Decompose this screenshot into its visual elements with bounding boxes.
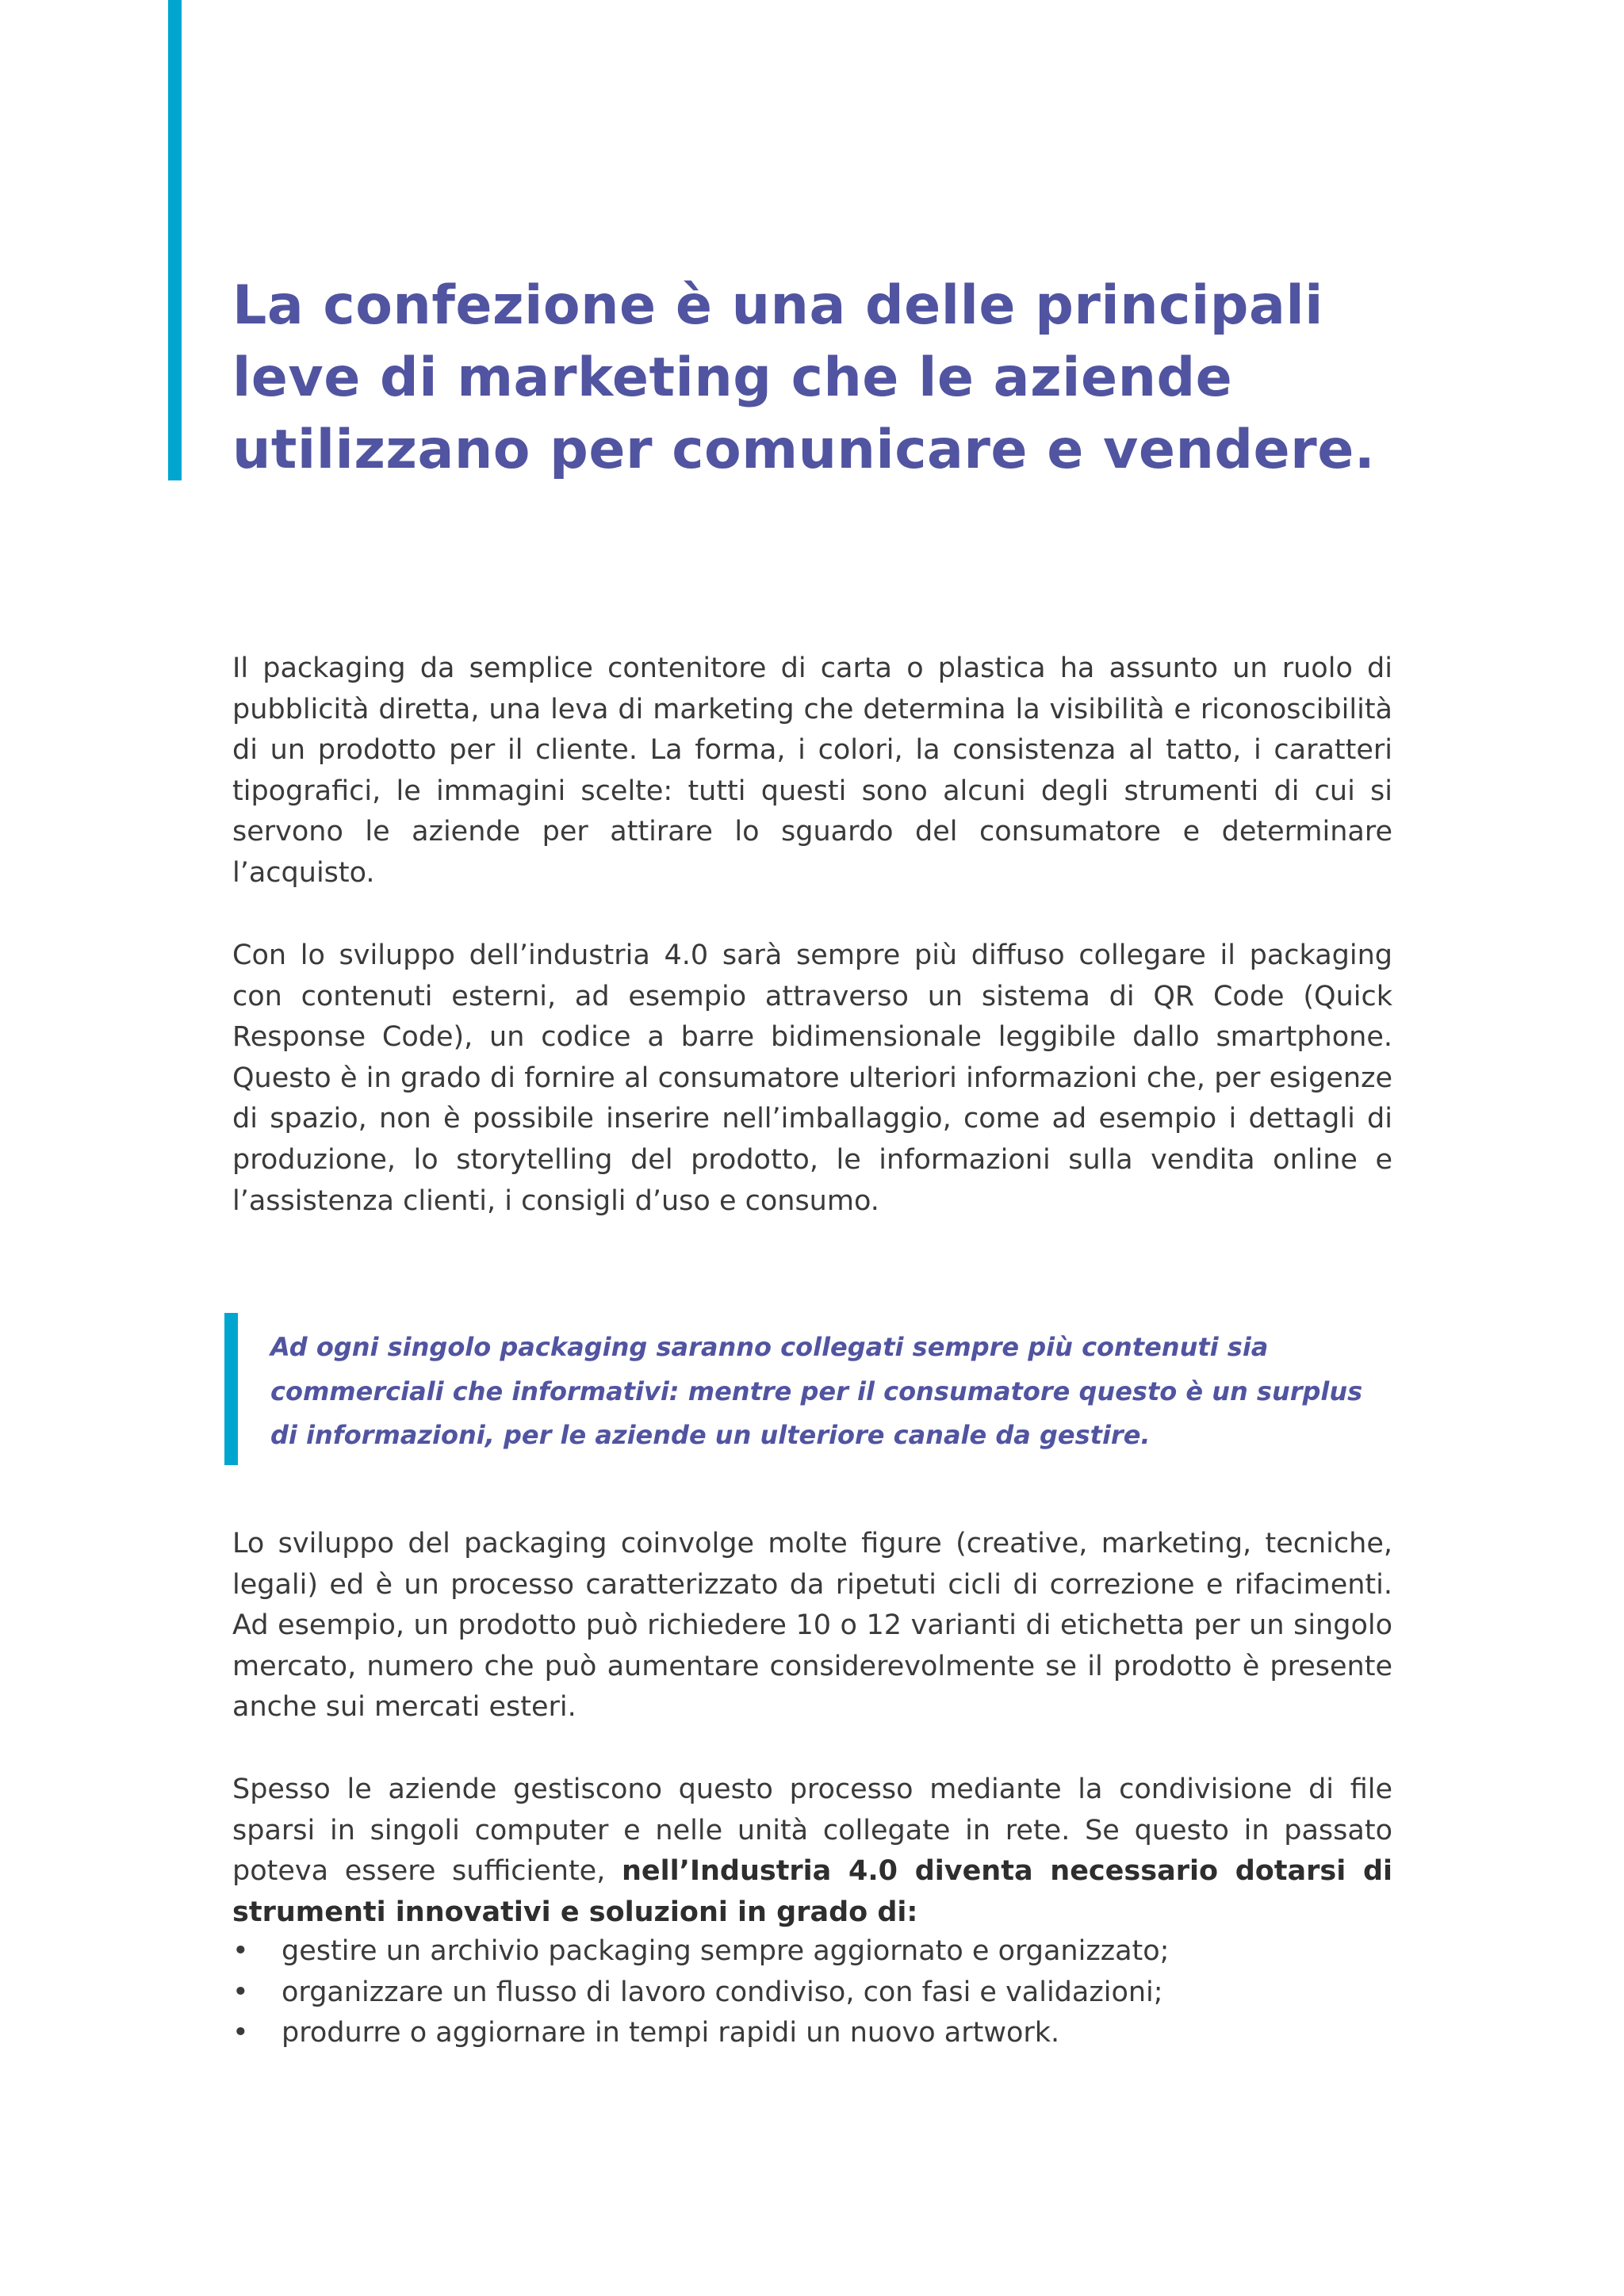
paragraph-industry-4-0: Con lo sviluppo dell’industria 4.0 sarà sempre più diffuso collegare il packaging con contenuti esterni, ad esempio attraverso un sistema di QR Code (Quick Response Code), un codice a barre bidimensionale leggibile dallo smartphone. Questo è in grado di fornire al consumatore ulteriori informazioni che, per esigenze di spazio, non è possibile inserire nell’imballaggio, come ad esempio i dettagli di produzione, lo storytelling del prodotto, le informazioni sulla vendita online e l’assistenza clienti, i consigli d’uso e consumo. (232, 939, 1392, 1217)
pull-quote: Ad ogni singolo packaging saranno collegati sempre più contenuti sia commerciali che informativi: mentre per il consumatore questo è un surplus di informazioni, per le aziende un ulteriore canale da gestire. (270, 1332, 1363, 1450)
paragraph-packaging-development: Lo sviluppo del packaging coinvolge molte figure (creative, marketing, tecniche, legali) ed è un processo caratterizzato da ripetuti cicli di correzione e rifacimenti. Ad esempio, un prodotto può richiedere 10 o 12 varianti di etichetta per un singolo mercato, numero che può aumentare considerevolmente se il prodotto è presente anche sui mercati esteri. (232, 1528, 1392, 1724)
capabilities-list (232, 1931, 1406, 2054)
headline-accent-bar (168, 0, 182, 480)
paragraph-file-management-intro: Spesso le aziende gestiscono questo processo mediante la condivisione di file sparsi in singoli computer e nelle unità collegate in rete. Se questo in passato poteva essere sufficiente, (232, 1774, 1392, 1888)
list-item-text: produrre o aggiornare in tempi rapidi un nuovo artwork. (282, 2017, 1060, 2049)
page-headline: La confezione è una delle principali leve di marketing che le aziende utilizzano per comunicare e vendere. (232, 274, 1376, 481)
list-item-text: organizzare un flusso di lavoro condiviso, con fasi e validazioni; (282, 1976, 1163, 2008)
paragraph-packaging-role: Il packaging da semplice contenitore di carta o plastica ha assunto un ruolo di pubblicità diretta, una leva di marketing che determina la visibilità e riconoscibilità di un prodotto per il cliente. La forma, i colori, la consistenza al tatto, i caratteri tipografici, le immagini scelte: tutti questi sono alcuni degli strumenti di cui si servono le aziende per attirare lo sguardo del consumatore e determinare l’acquisto. (232, 652, 1392, 889)
bullet-icon: • (232, 1976, 249, 2008)
list-item (232, 1931, 1406, 1973)
quote-accent-bar (224, 1313, 238, 1465)
paragraph-file-management-emphasis: nell’Industria 4.0 diventa necessario dotarsi di strumenti innovativi e soluzioni in grado di: (232, 1855, 1392, 1928)
bullet-icon: • (232, 2017, 249, 2049)
list-item (232, 2013, 1406, 2054)
list-item-text: gestire un archivio packaging sempre aggiornato e organizzato; (282, 1935, 1170, 1967)
bullet-icon: • (232, 1935, 249, 1967)
paragraph-file-management (232, 1770, 1392, 1933)
list-item (232, 1973, 1406, 2014)
